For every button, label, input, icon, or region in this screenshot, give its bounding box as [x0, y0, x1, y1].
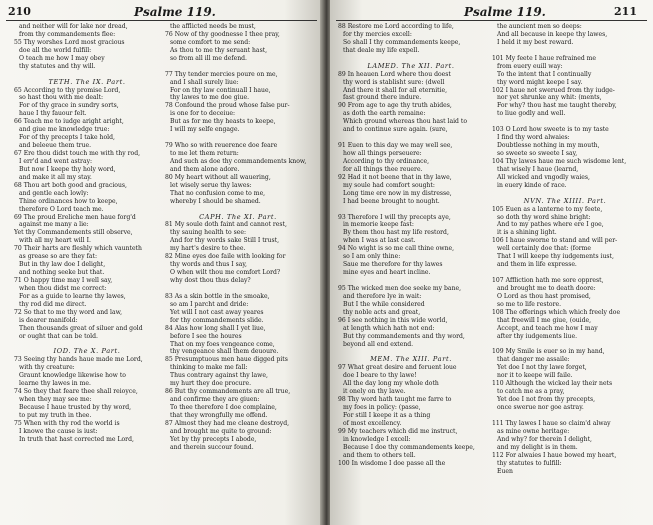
text-line: 105 Euen as a lanterne to my feete, [492, 205, 603, 213]
text-line: 95 The wicked men doe seeke my bane, [338, 284, 462, 292]
text-line: learne thy lawes in me. [19, 380, 91, 388]
text-line: As thou to me thy seruant hast, [170, 46, 268, 54]
text-line: doe I beare to thy lawe! [343, 372, 417, 380]
text-line: But now I keepe thy holy word, [19, 165, 116, 173]
text-line: That on my foes vengeance come, [170, 340, 275, 348]
text-line: 97 What great desire and feruent loue [338, 364, 457, 372]
text-line: before I see the houres [170, 332, 242, 340]
text-line: 78 Confound the proud whose false pur- [165, 102, 290, 110]
text-line: therefore O Lord teach me. [19, 205, 104, 213]
text-line: it is a shining light. [497, 229, 557, 237]
text-line: Thine ordinances how to keepe, [19, 197, 118, 205]
text-line: and giue me knowledge true: [19, 126, 110, 134]
text-line: 77 Thy tender mercies poure on me, [165, 70, 278, 78]
text-line: thy rod did me direct. [19, 300, 87, 308]
text-line: O when wilt thou me comfort Lord? [170, 269, 281, 277]
text-line: 96 I see nothing in this wide world, [338, 316, 448, 324]
text-line: and them alone adore. [170, 165, 240, 173]
text-line: That I will keepe thy iudgements iust, [497, 253, 614, 261]
text-line: 99 My teachers which did me instruct, [338, 427, 458, 435]
text-line: 89 In heauen Lord where thou doest [338, 70, 451, 78]
text-line: O teach me how I may obey [19, 54, 105, 62]
text-line: and brought me quite to ground: [170, 427, 272, 435]
text-line: 112 For alwaies I haue bowed my heart, [492, 451, 617, 459]
text-line: For of thy precepts I take hold, [19, 134, 115, 142]
text-line: and therefore lye in wait: [343, 292, 422, 300]
text-line: I will my selfe engage. [170, 126, 240, 134]
text-line: And there it shall for all eternitie, [343, 86, 448, 94]
running-title: Psalme 119. [134, 5, 216, 19]
text-line: 76 Now of thy goodnesse I thee pray, [165, 30, 280, 38]
text-line: is one for to deceiue: [170, 110, 236, 118]
right-page [330, 0, 653, 525]
text-line: against me many a lie: [19, 221, 89, 229]
section-heading: TETH. The IX. Part. [48, 77, 126, 86]
text-line: 103 O Lord how sweete is to my taste [492, 126, 609, 134]
text-line [165, 285, 311, 293]
text-line: to put my truth in thee. [19, 411, 92, 419]
text-line: let wisely serue thy lawes: [170, 181, 252, 189]
text-line: 90 From age to age thy truth abides, [338, 102, 452, 110]
text-line: so doth thy word shine bright: [497, 213, 591, 221]
text-line: why dost thou thus delay? [170, 277, 251, 284]
header-rule [336, 20, 647, 21]
text-line: for thy mercies excell: [343, 30, 412, 38]
text-line: so sweete so sweete I say, [497, 150, 578, 157]
text-line: I had beene brought to nought. [343, 197, 440, 205]
text-line: 82 Mine eyes doe faile with looking for [165, 253, 286, 261]
text-line: 108 The offerings which which freely doe [492, 308, 621, 316]
text-line: my hart's desire to thee. [170, 245, 246, 253]
text-line: with all my heart will I. [19, 237, 91, 245]
text-line: my soule had comfort sought: [343, 181, 435, 189]
text-line: That no confusion come to me, [170, 189, 266, 197]
text-line: Saue me therefore for thy lawes [343, 261, 443, 269]
text-line: thy sauing health to see: [170, 229, 247, 237]
text-line: from thy commandements flee: [19, 30, 116, 38]
text-line: doe all the world fulfill: [19, 46, 92, 54]
text-line [338, 206, 484, 214]
text-line: and beleeue them true. [19, 142, 92, 150]
text-line: in knowledge I excell: [343, 435, 411, 443]
text-column [492, 23, 638, 475]
text-line: and to continue sure again. (sure, [343, 126, 448, 134]
text-line: and brought me to death doore: [497, 284, 596, 292]
text-line: For as a guide to learne thy lawes, [19, 292, 126, 300]
text-line: nor yet shrunke any whit: (ments, [497, 94, 602, 102]
text-line: 87 Almost they had me cleane destroyd, [165, 419, 290, 427]
text-line: In truth that hast corrected me Lord, [19, 435, 134, 443]
text-line: I held it my best reward. [497, 38, 574, 46]
text-line: and them to others tell. [343, 451, 416, 459]
text-line: 93 Therefore I will thy precepts aye, [338, 213, 451, 221]
text-line: For of thy grace in sundry sorts, [19, 102, 119, 110]
text-line: to catch me as a pray, [497, 388, 565, 396]
text-line: For still I keepe it as a thing [343, 411, 431, 419]
text-line: and confirme they are giuen: [170, 396, 260, 404]
text-line: I find thy word alwaies: [497, 134, 570, 142]
text-line: All the day long my whole doth [343, 380, 439, 388]
text-line: so hast thou with me dealt: [19, 94, 104, 102]
text-line: Yet doe I not from thy precepts, [497, 396, 596, 404]
text-line: 67 Ere thou didst touch me with thy rod, [14, 150, 141, 157]
section-heading: CAPH. The XI. Part. [199, 212, 277, 221]
running-title: Psalme 119. [464, 5, 546, 19]
text-line: 81 My soule doth faint and cannot rest, [165, 221, 287, 229]
text-line: For why? thou hast me taught thereby, [497, 102, 617, 110]
text-line: to me let them return: [170, 150, 239, 157]
text-line: 84 Alas how long shall I yet liue, [165, 324, 266, 332]
text-line: that freewill I me giue, (ouide, [497, 316, 592, 324]
text-line: 66 Teach me to iudge aright aright, [14, 118, 124, 126]
text-line: for all things thee reuere. [343, 165, 423, 173]
text-line: 73 Seeing thy hands haue made me Lord, [14, 356, 143, 364]
text-line: mine eyes and heart incline. [343, 269, 431, 277]
right-page-header [330, 5, 653, 21]
text-line: that they wrongfully me offend. [170, 411, 268, 419]
text-line: All wicked and vngodly waies, [497, 173, 590, 181]
text-line: 65 According to thy promise Lord, [14, 86, 121, 94]
text-line: 75 When with thy rod the world is [14, 419, 120, 427]
text-line: and them in life expresse. [497, 261, 577, 269]
text-line: And such as doe thy commandements know, [170, 157, 307, 165]
text-line: Graunt knowledge likewise how to [19, 372, 126, 380]
text-line: Thus contrary against thy lawe, [170, 372, 268, 380]
text-line: whereby I should be shamed. [170, 197, 261, 205]
section-heading: LAMED. The XII. Part. [367, 61, 455, 70]
left-page [0, 0, 323, 525]
text-line: is dearer manifold: [19, 316, 78, 324]
text-line: my hurt they doe procure. [170, 380, 252, 388]
text-line: so I am only thine: [343, 253, 401, 261]
text-line [165, 63, 311, 71]
text-line: But in thy law doe I delight, [19, 261, 106, 269]
text-line [338, 134, 484, 142]
text-line: fast ground there indure. [343, 94, 422, 102]
text-line: 106 I haue sworne to stand and will per- [492, 237, 618, 245]
section-heading: MEM. The XIII. Part. [370, 355, 452, 364]
text-line: after thy iudgements liue. [497, 332, 578, 340]
text-line: in euery kinde of race. [497, 181, 567, 189]
text-line: and make it all my stay. [19, 173, 92, 181]
section-heading: NVN. The XIIII. Part. [523, 196, 607, 205]
text-line: thy vengeance shall them deuoure. [170, 348, 279, 356]
text-column [165, 23, 311, 452]
text-line: Because I haue trusted by thy word, [19, 404, 132, 411]
text-line: thy word is stablisht sure: (dwell [343, 78, 445, 86]
text-line: the auncient men so deeps: [497, 23, 582, 30]
text-line: According to thy ordinance, [343, 157, 430, 165]
text-line: Doubtlesse nothing in my mouth, [497, 142, 600, 150]
text-line: 55 Thy worshes Lord most gracious [14, 38, 125, 46]
text-line [492, 269, 638, 277]
text-line: So shall I thy commandements keepe, [343, 38, 461, 46]
text-line: for thy commandements slide. [170, 316, 264, 324]
text-line: 74 So they that feare thee shall reioyce, [14, 388, 138, 396]
text-line: as grease so are they fat: [19, 253, 97, 261]
text-line: well certainly doe that: (forme [497, 245, 592, 253]
text-line: so am I parcht and dride: [170, 300, 249, 308]
text-line: And for thy words sake Still I trust, [170, 237, 280, 245]
text-line: when I was at last cast. [343, 237, 416, 245]
text-line: 107 Affliction hath me sore opprest, [492, 277, 604, 284]
text-line: that danger me assaile: [497, 356, 570, 364]
text-line: that wisely I haue (learnd, [497, 165, 579, 173]
text-line: 92 Had it not beene that in thy lawe, [338, 173, 452, 181]
text-line: 94 No wight is so me call thine owne, [338, 245, 455, 253]
text-line: and neither will for lake nor dread, [19, 23, 128, 30]
text-line: of most excellency. [343, 419, 402, 427]
text-line: my foes in policy: (passe, [343, 404, 421, 411]
text-line: beyond all end extend. [343, 340, 414, 348]
text-line: and my delight is in them. [497, 443, 578, 451]
text-line: Euen [497, 467, 513, 475]
text-line: 85 Presumptuous men haue digged pits [165, 356, 288, 364]
text-line: And to my pathes where ere I goe, [497, 221, 604, 229]
text-line: 79 Who so with reuerence doe feare [165, 142, 278, 150]
text-line [492, 412, 638, 420]
text-column [338, 23, 484, 468]
text-line: 100 In wisdome I doe passe all the [338, 459, 446, 467]
header-rule [6, 20, 317, 21]
text-line: thy statutes to fulfill: [497, 459, 562, 467]
text-line: 68 Thou art both good and gracious, [14, 181, 127, 189]
text-line: 88 Restore me Lord according to life, [338, 23, 454, 30]
text-line: Accept, and teach me how I may [497, 324, 598, 332]
text-line: as doth the earth remaine: [343, 110, 426, 118]
text-line: But I the while considered [343, 300, 425, 308]
text-line: or ought that can be told. [19, 332, 98, 340]
text-line: 109 My Smile is euer so in my hand, [492, 348, 605, 356]
text-line: 72 So that to me thy word and law, [14, 308, 123, 316]
text-line: and I shall surely liue: [170, 78, 239, 86]
text-line: 102 I haue not swerued from thy iudge- [492, 86, 615, 94]
section-heading: IOD. The X. Part. [53, 347, 121, 356]
text-line: it onely on thy lawe. [343, 388, 406, 396]
text-line: thy statutes and thy will. [19, 62, 96, 70]
text-line: Yet doe I not thy lawe forget, [497, 364, 587, 372]
text-line: and therein succour found. [170, 443, 254, 451]
text-line: 91 Euen to this day we may well see, [338, 142, 453, 150]
text-line: nor it to keepe will faile. [497, 372, 573, 380]
text-line: 104 Thy lawes haue me such wisdome lent, [492, 157, 627, 165]
text-line: 86 But thy commandements are all true, [165, 388, 291, 396]
text-line: that deale my life expell. [343, 46, 420, 54]
text-line: 101 My feete I haue refrained me [492, 54, 597, 62]
text-line: To thee therefore I doe complaine, [170, 404, 277, 411]
text-line: Because I doe thy commandements keepe, [343, 443, 475, 451]
text-line [165, 134, 311, 142]
text-line: how all things perseuere: [343, 150, 422, 157]
page-number: 211 [614, 5, 637, 18]
text-line [492, 341, 638, 349]
text-line: some comfort to me send: [170, 38, 251, 46]
text-line: and nothing seeke but that. [19, 269, 105, 277]
text-line: 110 Although the wicked lay their nets [492, 380, 613, 388]
text-line: Which ground whereas thou hast laid to [343, 118, 468, 126]
text-line: when they may see me: [19, 396, 92, 404]
text-line: Yet by thy precepts I abode, [170, 435, 257, 443]
text-line: But as for me thy heasts to keepe, [170, 118, 276, 126]
text-line [492, 118, 638, 126]
text-line: But thy commandements and thy word, [343, 332, 465, 340]
text-line: 71 O happy time may I well say, [14, 277, 113, 284]
text-line [338, 277, 484, 285]
text-line: so me to life restore. [497, 300, 562, 308]
text-line: And all because in keepe thy lawes, [497, 30, 608, 38]
text-line: To the intent that I continually [497, 70, 592, 78]
text-line: as mine owne heritage: [497, 427, 570, 435]
text-line: in memorie keepe fast: [343, 221, 414, 229]
text-line: And why? for therein I delight, [497, 435, 592, 443]
text-line: when thou didst me correct: [19, 284, 107, 292]
text-line: Yet thy Commandements still observe, [14, 229, 133, 237]
text-line [492, 47, 638, 55]
text-line: I knowe the cause is iust: [19, 427, 98, 435]
text-line: 80 My heart without all wauering, [165, 173, 271, 181]
text-line: Yet will I not cast away yeares [170, 308, 264, 316]
text-line: Then thousands great of siluer and gold [19, 324, 143, 332]
text-line: O Lord as thou hast promised, [497, 292, 591, 300]
text-line: thy lawes to me doe giue. [170, 94, 250, 102]
text-line: I err'd and went astray: [19, 157, 93, 165]
text-line: thy words and thus I say, [170, 261, 247, 269]
text-line: so from all ill me defend. [170, 54, 247, 62]
text-line: and gentle each lowly: [19, 189, 89, 197]
text-line: 83 As a skin bottle in the smoake, [165, 292, 270, 300]
text-line: from euery euill way: [497, 62, 563, 70]
left-page-header [0, 5, 323, 21]
text-line: 70 Their harts are fleshly which vaunteth [14, 245, 142, 253]
text-line: the afflicted needs be must, [170, 23, 256, 30]
text-line: 98 Thy word hath taught me farre to [338, 396, 452, 404]
text-line: thinking to make me fall: [170, 364, 248, 372]
page-number: 210 [8, 5, 31, 18]
text-line: thy word might keepe I say. [497, 78, 583, 86]
text-line: 69 The proud Ereliche men haue forg'd [14, 213, 136, 221]
text-line: with thy creature: [19, 364, 75, 372]
text-line: to liue godly and well. [497, 110, 566, 118]
text-line: haue I thy fauour felt. [19, 110, 87, 118]
text-line: By them thou hast my life restord, [343, 229, 449, 237]
text-line: at length which hath not end: [343, 324, 435, 332]
text-column [14, 23, 160, 444]
text-line: thy noble acts and great, [343, 308, 421, 316]
text-line: Long time ere now in my distresse, [343, 189, 452, 197]
text-line: 111 Thy lawes I haue so claim'd alway [492, 419, 611, 427]
text-line: once swerue nor goe astray. [497, 404, 584, 411]
text-line: For on thy law continuall I haue, [170, 86, 271, 94]
